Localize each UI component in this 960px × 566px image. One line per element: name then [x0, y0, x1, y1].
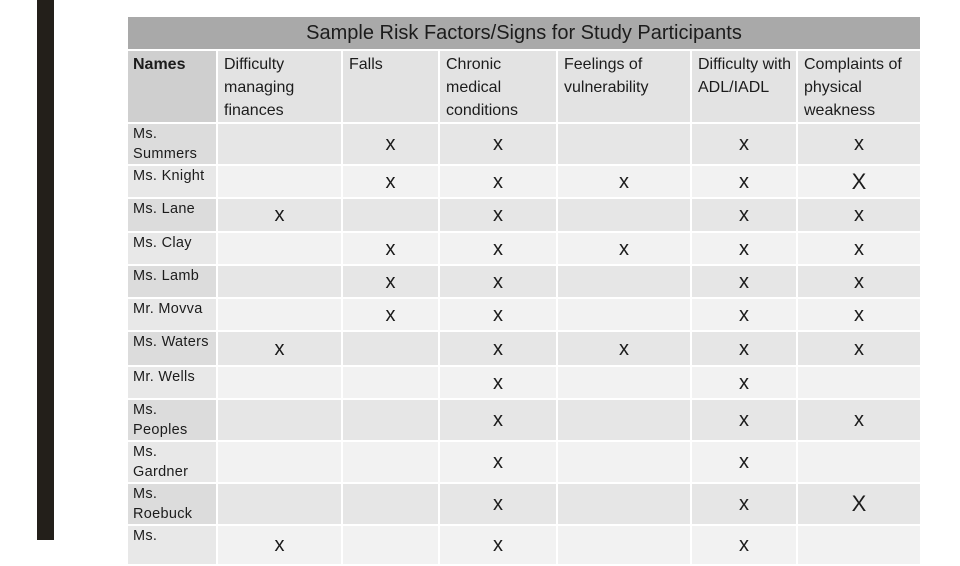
- table-row: [127, 525, 921, 565]
- participant-name: Ms. Lamb: [127, 265, 217, 298]
- table-row: [127, 331, 921, 366]
- risk-mark-cell: [557, 298, 691, 331]
- table-row: [127, 198, 921, 232]
- participant-name: Ms. Peoples: [127, 399, 217, 441]
- risk-mark-cell: x: [217, 525, 342, 565]
- risk-mark-cell: x: [439, 298, 557, 331]
- risk-mark-cell: [557, 366, 691, 399]
- table-row: [127, 232, 921, 265]
- risk-mark-cell: x: [439, 265, 557, 298]
- risk-mark-cell: [342, 331, 439, 366]
- risk-mark-cell: X: [797, 483, 921, 525]
- risk-mark-cell: [217, 165, 342, 198]
- risk-mark-cell: x: [439, 198, 557, 232]
- risk-mark-cell: x: [342, 265, 439, 298]
- header-chronic-conditions: Chronic medical conditions: [439, 50, 557, 123]
- risk-mark-cell: x: [691, 331, 797, 366]
- risk-mark-cell: x: [439, 123, 557, 165]
- risk-mark-cell: x: [557, 331, 691, 366]
- participant-name: Ms.: [127, 525, 217, 565]
- risk-mark-cell: [342, 441, 439, 483]
- risk-mark-cell: x: [217, 198, 342, 232]
- risk-mark-cell: x: [342, 165, 439, 198]
- risk-mark-cell: [217, 366, 342, 399]
- risk-mark-cell: x: [691, 399, 797, 441]
- table-row: [127, 441, 921, 483]
- table-row: [127, 123, 921, 165]
- risk-mark-cell: x: [691, 198, 797, 232]
- risk-mark-cell: [342, 198, 439, 232]
- risk-mark-cell: x: [342, 298, 439, 331]
- risk-mark-cell: [557, 123, 691, 165]
- table-row: [127, 483, 921, 525]
- risk-mark-cell: [342, 483, 439, 525]
- participant-name: Ms. Lane: [127, 198, 217, 232]
- risk-mark-cell: x: [797, 399, 921, 441]
- risk-mark-cell: x: [342, 232, 439, 265]
- risk-mark-cell: [557, 441, 691, 483]
- header-vulnerability: Feelings of vulnerability: [557, 50, 691, 123]
- risk-mark-cell: [342, 399, 439, 441]
- risk-mark-cell: [557, 483, 691, 525]
- risk-mark-cell: x: [797, 198, 921, 232]
- risk-mark-cell: [557, 198, 691, 232]
- risk-mark-cell: x: [439, 441, 557, 483]
- risk-mark-cell: [217, 232, 342, 265]
- header-difficulty-finances: Difficulty managing finances: [217, 50, 342, 123]
- participant-name: Ms. Knight: [127, 165, 217, 198]
- risk-mark-cell: x: [691, 232, 797, 265]
- header-row: [127, 50, 921, 123]
- risk-mark-cell: [217, 265, 342, 298]
- risk-mark-cell: x: [439, 525, 557, 565]
- risk-mark-cell: [217, 399, 342, 441]
- risk-mark-cell: x: [797, 123, 921, 165]
- risk-mark-cell: x: [691, 165, 797, 198]
- risk-mark-cell: x: [557, 165, 691, 198]
- risk-factors-table: [126, 15, 922, 566]
- risk-mark-cell: x: [217, 331, 342, 366]
- risk-mark-cell: [557, 399, 691, 441]
- risk-mark-cell: x: [691, 483, 797, 525]
- risk-mark-cell: x: [439, 232, 557, 265]
- risk-mark-cell: [557, 265, 691, 298]
- risk-mark-cell: [217, 483, 342, 525]
- header-names: Names: [127, 50, 217, 123]
- risk-mark-cell: x: [691, 366, 797, 399]
- risk-mark-cell: [797, 525, 921, 565]
- risk-mark-cell: x: [557, 232, 691, 265]
- risk-mark-cell: x: [797, 331, 921, 366]
- participant-name: Ms. Roebuck: [127, 483, 217, 525]
- risk-mark-cell: x: [691, 525, 797, 565]
- risk-mark-cell: [217, 298, 342, 331]
- risk-mark-cell: x: [342, 123, 439, 165]
- risk-mark-cell: x: [691, 441, 797, 483]
- participant-name: Ms. Summers: [127, 123, 217, 165]
- risk-mark-cell: [797, 441, 921, 483]
- header-physical-weakness: Complaints of physical weakness: [797, 50, 921, 123]
- risk-mark-cell: x: [439, 399, 557, 441]
- risk-mark-cell: x: [691, 265, 797, 298]
- risk-mark-cell: [797, 366, 921, 399]
- participant-name: Mr. Movva: [127, 298, 217, 331]
- table-row: [127, 265, 921, 298]
- risk-mark-cell: x: [691, 298, 797, 331]
- risk-mark-cell: x: [439, 331, 557, 366]
- risk-mark-cell: [217, 441, 342, 483]
- table-row: [127, 298, 921, 331]
- left-accent-bar: [37, 0, 54, 540]
- participant-name: Ms. Waters: [127, 331, 217, 366]
- risk-mark-cell: x: [797, 232, 921, 265]
- participant-name: Ms. Clay: [127, 232, 217, 265]
- risk-mark-cell: [342, 366, 439, 399]
- risk-mark-cell: [217, 123, 342, 165]
- risk-mark-cell: [342, 525, 439, 565]
- participant-name: Mr. Wells: [127, 366, 217, 399]
- risk-mark-cell: x: [797, 265, 921, 298]
- table-row: [127, 366, 921, 399]
- risk-mark-cell: x: [439, 483, 557, 525]
- risk-mark-cell: x: [797, 298, 921, 331]
- table-title: Sample Risk Factors/Signs for Study Participants: [127, 16, 921, 50]
- table-row: [127, 399, 921, 441]
- risk-mark-cell: x: [439, 165, 557, 198]
- header-falls: Falls: [342, 50, 439, 123]
- participant-name: Ms. Gardner: [127, 441, 217, 483]
- header-adl-iadl: Difficulty with ADL/IADL: [691, 50, 797, 123]
- risk-mark-cell: X: [797, 165, 921, 198]
- risk-mark-cell: x: [439, 366, 557, 399]
- risk-mark-cell: x: [691, 123, 797, 165]
- table-row: [127, 165, 921, 198]
- risk-mark-cell: [557, 525, 691, 565]
